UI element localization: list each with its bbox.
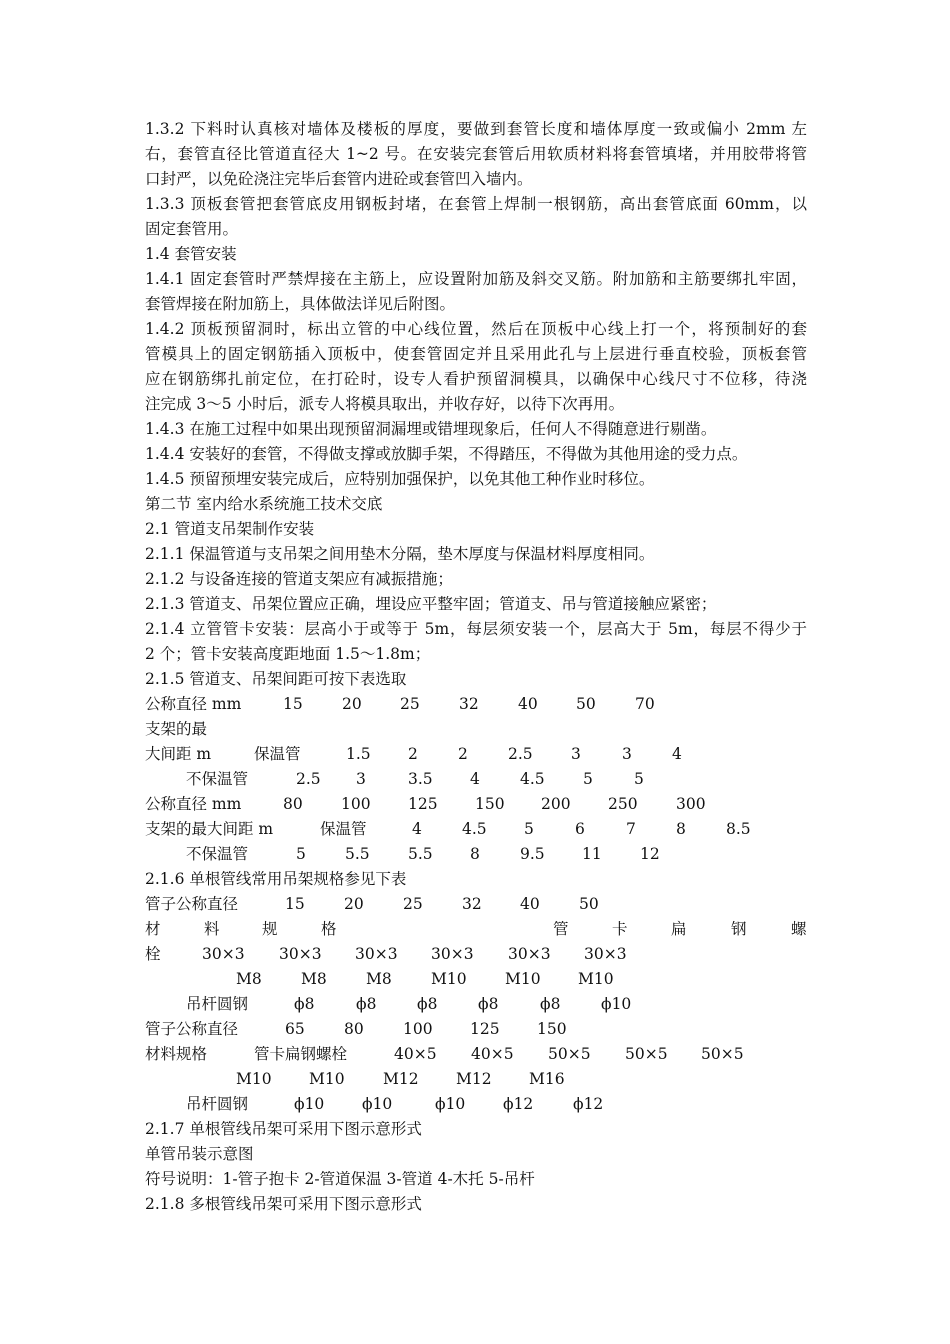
- table1-cell: 5: [583, 770, 593, 788]
- table1-cell: 4: [412, 820, 422, 838]
- paragraph-2-1-1: 2.1.1 保温管道与支吊架之间用垫木分隔，垫木厚度与保温材料厚度相同。: [145, 545, 655, 563]
- table2-heading-char: 规: [262, 920, 278, 938]
- table1-cell: 3: [571, 745, 581, 763]
- table2-row-diameter-a: [0, 894, 950, 914]
- table2-cell: 30×3: [508, 945, 551, 963]
- table2-row-bolt-a: [0, 969, 950, 989]
- table1-label: 支架的最: [145, 720, 208, 738]
- table2-cell: ϕ8: [540, 995, 561, 1013]
- table2-heading-char: 卡: [612, 920, 628, 938]
- table1-row-uninsulated-b: [0, 844, 950, 864]
- table2-heading-char: 料: [204, 920, 220, 938]
- table1-cell: 150: [475, 795, 505, 813]
- table2-cell: M10: [578, 970, 614, 988]
- paragraph-1-3-2-line-2: 右，套管直径比管道直径大 1~2 号。在安装完套管后用软质材料将套管填堵，并用胶带将管: [145, 145, 807, 163]
- table2-cell: ϕ10: [362, 1095, 393, 1113]
- table2-label: 管子公称直径: [145, 895, 239, 913]
- table1-cell: 5: [634, 770, 644, 788]
- table2-row-clamp-b: [0, 1044, 950, 1064]
- table2-cell: M10: [236, 1070, 272, 1088]
- heading-1-4: 1.4 套管安装: [145, 245, 237, 263]
- table1-cell: 2: [458, 745, 468, 763]
- table1-cell: 12: [640, 845, 660, 863]
- paragraph-2-1-6: 2.1.6 单根管线常用吊架规格参见下表: [145, 870, 407, 888]
- table1-cell: 20: [342, 695, 362, 713]
- table2-cell: M8: [236, 970, 262, 988]
- table2-cell: M8: [301, 970, 327, 988]
- table2-label: 吊杆圆钢: [186, 1095, 249, 1113]
- table1-cell: 8.5: [726, 820, 751, 838]
- table1-cell: 5.5: [408, 845, 433, 863]
- figure-caption-single-pipe: 单管吊装示意图: [145, 1145, 254, 1163]
- table1-sublabel: 不保温管: [186, 845, 249, 863]
- table1-cell: 40: [518, 695, 538, 713]
- table2-cell: M10: [309, 1070, 345, 1088]
- table1-sublabel: 保温管: [254, 745, 301, 763]
- table2-cell: ϕ10: [294, 1095, 325, 1113]
- table1-label: 支架的最大间距 m: [145, 820, 274, 838]
- table1-cell: 4: [470, 770, 480, 788]
- table1-cell: 70: [635, 695, 655, 713]
- table2-sublabel: 管卡扁钢螺栓: [254, 1045, 348, 1063]
- table2-cell: ϕ8: [478, 995, 499, 1013]
- table2-cell: 40: [520, 895, 540, 913]
- table2-cell: M10: [505, 970, 541, 988]
- table2-cell: 50×5: [701, 1045, 744, 1063]
- table1-row-diameter-a: [0, 694, 950, 714]
- paragraph-2-1-5: 2.1.5 管道支、吊架间距可按下表选取: [145, 670, 407, 688]
- table1-cell: 2.5: [508, 745, 533, 763]
- table2-label: 栓: [145, 945, 161, 963]
- table2-cell: 80: [344, 1020, 364, 1038]
- paragraph-2-1-2: 2.1.2 与设备连接的管道支架应有减振措施；: [145, 570, 453, 588]
- table1-cell: 15: [283, 695, 303, 713]
- table1-cell: 3: [356, 770, 366, 788]
- table2-row-rod-a: [0, 994, 950, 1014]
- table1-cell: 2: [408, 745, 418, 763]
- table1-cell: 200: [541, 795, 571, 813]
- table2-row-rod-b: [0, 1094, 950, 1114]
- paragraph-1-4-3: 1.4.3 在施工过程中如果出现预留洞漏埋或错埋现象后，任何人不得随意进行剔凿。: [145, 420, 717, 438]
- paragraph-1-4-1-line-2: 套管焊接在附加筋上，具体做法详见后附图。: [145, 295, 456, 313]
- table2-heading-char: 螺: [791, 920, 807, 938]
- table1-cell: 125: [408, 795, 438, 813]
- table2-heading-char: 扁: [671, 920, 687, 938]
- table2-row-bolt-b: [0, 1069, 950, 1089]
- table1-label: 公称直径 mm: [145, 695, 242, 713]
- table1-cell: 50: [576, 695, 596, 713]
- table2-heading-char: 管: [553, 920, 569, 938]
- table1-sublabel: 不保温管: [186, 770, 249, 788]
- section-2-heading: 第二节 室内给水系统施工技术交底: [145, 495, 383, 513]
- paragraph-1-4-2-line-2: 管模具上的固定钢筋插入顶板中，使套管固定并且采用此孔与上层进行垂直校验，顶板套管: [145, 345, 807, 363]
- paragraph-2-1-3: 2.1.3 管道支、吊架位置应正确，埋设应平整牢固；管道支、吊与管道接触应紧密；: [145, 595, 717, 613]
- table1-cell: 8: [676, 820, 686, 838]
- table1-cell: 6: [575, 820, 585, 838]
- table1-cell: 9.5: [520, 845, 545, 863]
- table1-cell: 5.5: [345, 845, 370, 863]
- table1-row-uninsulated-a: [0, 769, 950, 789]
- table2-heading-char: 钢: [731, 920, 747, 938]
- table2-cell: 25: [403, 895, 423, 913]
- paragraph-1-4-2-line-3: 应在钢筋绑扎前定位，在打砼时，设专人看护预留洞模具，以确保中心线尺寸不位移，待浇: [145, 370, 807, 388]
- table1-cell: 32: [459, 695, 479, 713]
- table1-label: 公称直径 mm: [145, 795, 242, 813]
- table1-cell: 8: [470, 845, 480, 863]
- table1-cell: 4.5: [462, 820, 487, 838]
- table2-cell: 40×5: [394, 1045, 437, 1063]
- table2-heading-char: 材: [145, 920, 161, 938]
- table2-cell: 20: [344, 895, 364, 913]
- paragraph-2-1-7: 2.1.7 单根管线吊架可采用下图示意形式: [145, 1120, 422, 1138]
- table2-label: 管子公称直径: [145, 1020, 239, 1038]
- table1-cell: 80: [283, 795, 303, 813]
- paragraph-2-1-4-line-1: 2.1.4 立管管卡安装：层高小于或等于 5m，每层须安装一个，层高大于 5m，每层不得少于: [145, 620, 807, 638]
- table2-cell: 150: [537, 1020, 567, 1038]
- paragraph-1-3-2-line-1: 1.3.2 下料时认真核对墙体及楼板的厚度，要做到套管长度和墙体厚度一致或偏小 2mm 左: [145, 120, 807, 138]
- table1-cell: 100: [341, 795, 371, 813]
- table1-row-insulated-b: [0, 819, 950, 839]
- table1-cell: 4.5: [520, 770, 545, 788]
- table2-cell: ϕ8: [294, 995, 315, 1013]
- table2-cell: 30×3: [202, 945, 245, 963]
- table1-row-insulated-a: [0, 744, 950, 764]
- table2-row-clamp-a: [0, 944, 950, 964]
- table2-cell: 100: [403, 1020, 433, 1038]
- table2-cell: M16: [529, 1070, 565, 1088]
- paragraph-1-4-5: 1.4.5 预留预埋安装完成后，应特别加强保护，以免其他工种作业时移位。: [145, 470, 655, 488]
- paragraph-2-1-4-line-2: 2 个；管卡安装高度距地面 1.5～1.8m；: [145, 645, 431, 663]
- paragraph-1-4-2-line-4: 注完成 3～5 小时后，派专人将模具取出，并收存好，以待下次再用。: [145, 395, 625, 413]
- table2-cell: ϕ8: [356, 995, 377, 1013]
- table1-cell: 5: [296, 845, 306, 863]
- table2-cell: M10: [431, 970, 467, 988]
- table2-cell: ϕ10: [435, 1095, 466, 1113]
- table2-cell: 50: [579, 895, 599, 913]
- symbol-legend: 符号说明：1-管子抱卡 2-管道保温 3-管道 4-木托 5-吊杆: [145, 1170, 535, 1188]
- table1-cell: 1.5: [346, 745, 371, 763]
- table1-cell: 25: [400, 695, 420, 713]
- table1-cell: 11: [582, 845, 602, 863]
- paragraph-1-4-4: 1.4.4 安装好的套管，不得做支撑或放脚手架，不得踏压，不得做为其他用途的受力点。: [145, 445, 748, 463]
- table2-cell: M12: [383, 1070, 419, 1088]
- table2-row-material-heading: [0, 919, 950, 939]
- table2-cell: 30×3: [584, 945, 627, 963]
- table1-cell: 3.5: [408, 770, 433, 788]
- table2-label: 材料规格: [145, 1045, 208, 1063]
- table1-cell: 3: [622, 745, 632, 763]
- table2-cell: 32: [462, 895, 482, 913]
- paragraph-1-3-3-line-1: 1.3.3 顶板套管把套管底皮用钢板封堵，在套管上焊制一根钢筋，高出套管底面 60mm，以: [145, 195, 807, 213]
- table2-cell: M12: [456, 1070, 492, 1088]
- table2-label: 吊杆圆钢: [186, 995, 249, 1013]
- table2-row-diameter-b: [0, 1019, 950, 1039]
- table2-cell: 30×3: [355, 945, 398, 963]
- paragraph-1-3-3-line-2: 固定套管用。: [145, 220, 239, 238]
- paragraph-1-4-2-line-1: 1.4.2 顶板预留洞时，标出立管的中心线位置，然后在顶板中心线上打一个，将预制好的套: [145, 320, 807, 338]
- table2-cell: ϕ12: [503, 1095, 534, 1113]
- table2-cell: 65: [285, 1020, 305, 1038]
- table1-cell: 250: [608, 795, 638, 813]
- table1-cell: 4: [672, 745, 682, 763]
- table1-row-label-a: [0, 719, 950, 739]
- table1-cell: 300: [676, 795, 706, 813]
- table2-cell: M8: [366, 970, 392, 988]
- table2-cell: ϕ12: [573, 1095, 604, 1113]
- table1-cell: 2.5: [296, 770, 321, 788]
- table2-cell: 125: [470, 1020, 500, 1038]
- table2-cell: ϕ10: [601, 995, 632, 1013]
- table2-cell: 30×3: [431, 945, 474, 963]
- heading-2-1: 2.1 管道支吊架制作安装: [145, 520, 315, 538]
- paragraph-2-1-8: 2.1.8 多根管线吊架可采用下图示意形式: [145, 1195, 422, 1213]
- paragraph-1-4-1-line-1: 1.4.1 固定套管时严禁焊接在主筋上，应设置附加筋及斜交叉筋。附加筋和主筋要绑扎牢固，: [145, 270, 807, 288]
- table2-cell: 50×5: [625, 1045, 668, 1063]
- table2-cell: 40×5: [471, 1045, 514, 1063]
- table1-row-diameter-b: [0, 794, 950, 814]
- table1-label: 大间距 m: [145, 745, 212, 763]
- table1-cell: 7: [626, 820, 636, 838]
- table2-heading-char: 格: [321, 920, 337, 938]
- table2-cell: ϕ8: [417, 995, 438, 1013]
- table2-cell: 50×5: [548, 1045, 591, 1063]
- table1-cell: 5: [524, 820, 534, 838]
- table2-cell: 15: [285, 895, 305, 913]
- paragraph-1-3-2-line-3: 口封严，以免砼浇注完毕后套管内进砼或套管凹入墙内。: [145, 170, 533, 188]
- table2-cell: 30×3: [279, 945, 322, 963]
- table1-sublabel: 保温管: [320, 820, 367, 838]
